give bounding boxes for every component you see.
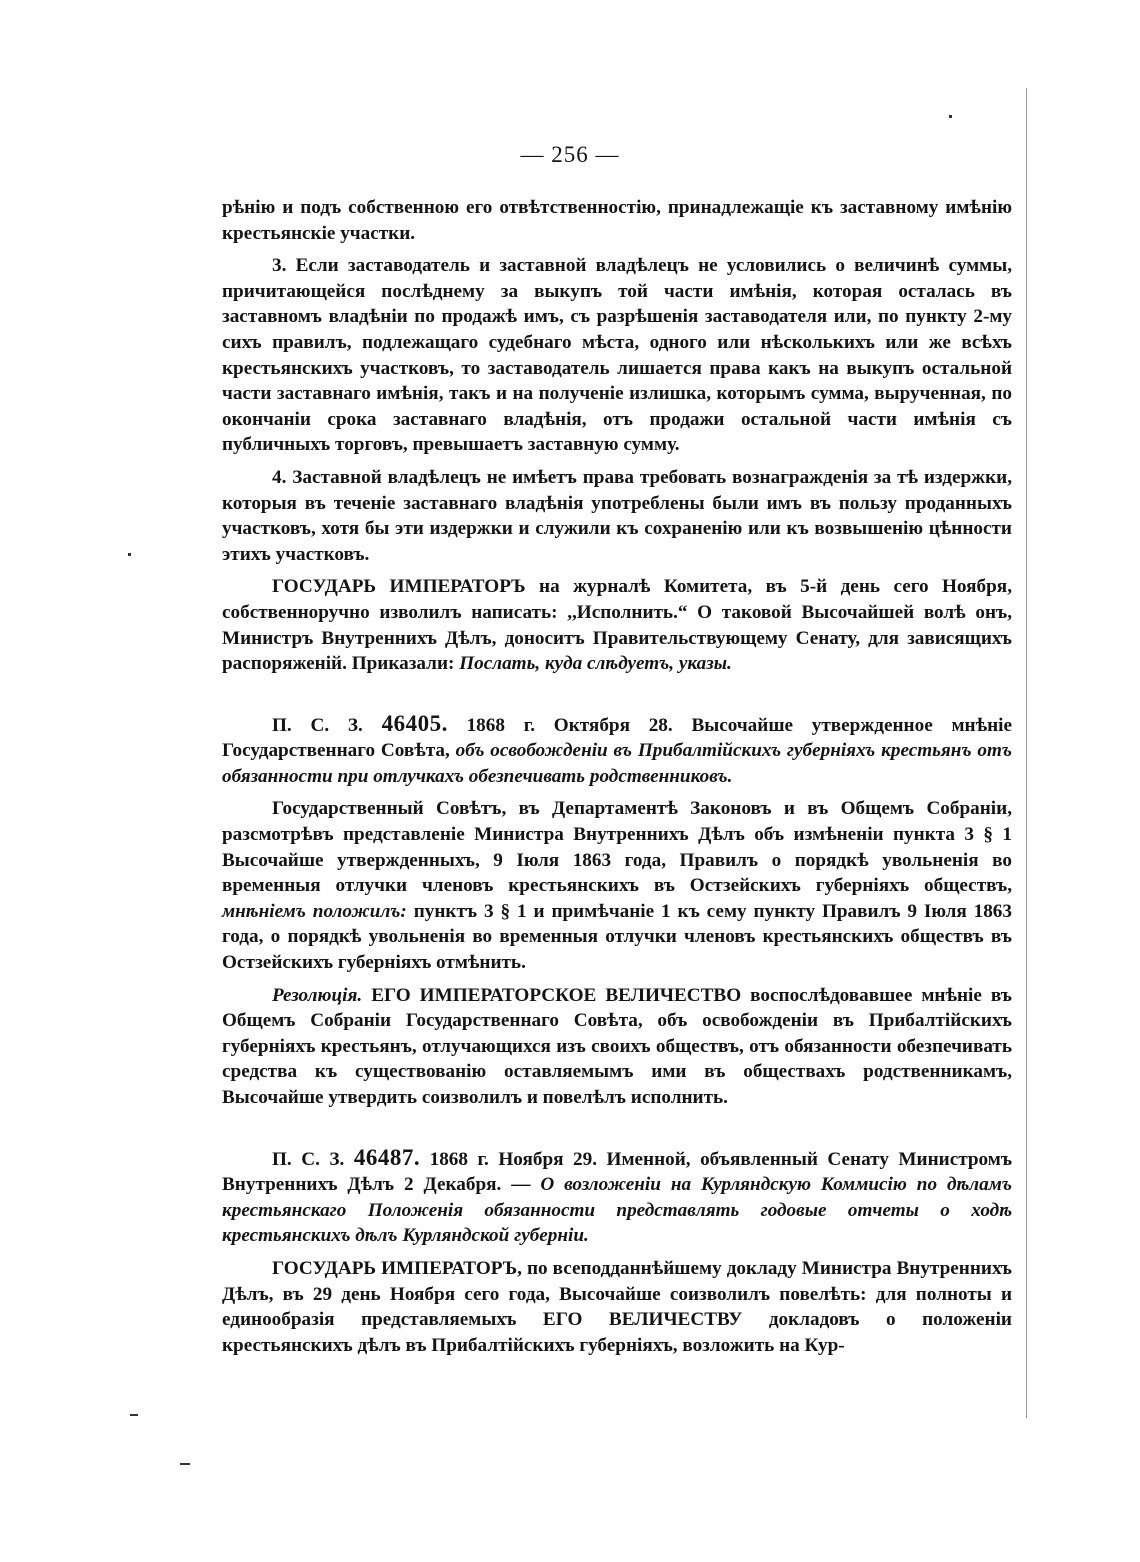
page-number: — 256 —: [520, 142, 620, 167]
section-date: 1868 г. Ноября 29.: [429, 1148, 597, 1170]
section-subject: О возложеніи на Курляндскую Коммисію по дѣламъ крестьянскаго Положенія обязанности представлять годовые отчеты о ходѣ крестьянскихъ дѣлъ Курляндской губерніи.: [222, 1174, 1012, 1247]
section-kind: Именной, объявленный Сенату Министромъ Внутреннихъ Дѣлъ 2 Декабря. —: [222, 1148, 1013, 1196]
page-text: [222, 195, 1012, 1358]
section-number: 46487.: [353, 1144, 421, 1170]
section-number: 46405.: [381, 710, 448, 736]
resolution-text: ЕГО ИМПЕРАТОРСКОЕ ВЕЛИЧЕСТВО воспослѣдовавшее мнѣніе въ Общемъ Собраніи Государственнаго Совѣта, объ освобожденіи въ Прибалтійскихъ губерніяхъ крестьянъ, отлучающихся изъ своихъ обществъ, отъ обязанности обезпечивать средства къ существованію оставляемымъ ими въ обществахъ родственникамъ, Высочайше утвердить соизволилъ и повелѣлъ исполнить.: [222, 984, 1012, 1108]
rule-paragraph-3: 3. Если заставодатель и заставной владѣлецъ не условились о величинѣ суммы, причитающейся послѣднему за выкупъ той части имѣнія, которая осталась въ заставномъ владѣніи по продажѣ имъ, съ разрѣшенія заставодателя или, по пункту 2-му сихъ правилъ, подлежащаго судебнаго мѣста, одного или нѣсколькихъ или же всѣхъ крестьянскихъ участковъ, то заставодатель лишается права какъ на выкупъ остальной части заставнаго имѣнія, такъ и на полученіе излишка, которымъ сумма, вырученная, по окончаніи срока заставнаго владѣнія, отъ продажи остальной части имѣнія съ публичныхъ торговъ, превышаетъ заставную сумму.: [222, 255, 1012, 456]
section-date: 1868 г. Октября 28.: [466, 714, 673, 736]
scan-speck: [130, 1414, 138, 1416]
page-edge-line: [1026, 88, 1027, 1418]
section-kind: Высочайше утвержденное мнѣніе Государственнаго Совѣта,: [222, 714, 1012, 762]
section-subject: объ освобожденіи въ Прибалтійскихъ губерніяхъ крестьянъ отъ обязанности при отлучкахъ обезпечивать родственниковъ.: [222, 740, 1013, 787]
imperial-paragraph: [222, 574, 1012, 676]
section-body-46405: [222, 796, 1012, 975]
imperial-text: ГОСУДАРЬ ИМПЕРАТОРЪ на журналѣ Комитета, въ 5-й день сего Ноября, собственноручно изволилъ написать: ,,Исполнить.“ О таковой Высочайшей волѣ онъ, Министръ Внутреннихъ Дѣлъ, доноситъ Правительствующему Сенату, для зависящихъ распоряженій. Приказали:: [222, 576, 1012, 675]
body-text: Государственный Совѣтъ, въ Департаментѣ Законовъ и въ Общемъ Собраніи, разсмотрѣвъ представленіе Министра Внутреннихъ Дѣлъ объ измѣненіи пункта 3 § 1 Высочайше утвержденныхъ, 9 Іюля 1863 года, Правилъ о порядкѣ увольненія во временныя отлучки членовъ крестьянскихъ въ Остзейскихъ губерніяхъ обществъ,: [222, 798, 1012, 897]
rule-paragraph-4: 4. Заставной владѣлецъ не имѣетъ права требовать вознагражденія за тѣ издержки, которыя въ теченіе заставнаго владѣнія употреблены были имъ въ пользу проданныхъ участковъ, хотя бы эти издержки и служили къ сохраненію или къ возвышенію цѣнности этихъ участковъ.: [222, 466, 1012, 565]
section-resolution-46405: [222, 983, 1012, 1111]
scan-speck: [128, 553, 131, 556]
scan-speck: [180, 1463, 190, 1465]
section-heading-46487: [222, 1145, 1012, 1249]
resolution-label: Резолюція.: [272, 984, 363, 1006]
section-prefix: П. С. З.: [272, 1148, 345, 1170]
continuation-paragraph: рѣнію и подъ собственною его отвѣтственностію, принадлежащіе къ заставному имѣнію крестьянскіе участки.: [222, 197, 1012, 244]
imperial-ordered: Послать, куда слѣдуетъ, указы.: [459, 653, 732, 675]
body-tail: пунктъ 3 § 1 и примѣчаніе 1 къ сему пункту Правилъ 9 Іюля 1863 года, о порядкѣ увольненія во временныя отлучки членовъ крестьянскихъ обществъ въ Остзейскихъ губерніяхъ отмѣнить.: [222, 900, 1012, 974]
body-italic: мнѣніемъ положилъ:: [222, 900, 407, 922]
section-heading-46405: [222, 711, 1012, 790]
section-body-46487: ГОСУДАРЬ ИМПЕРАТОРЪ, по всеподданнѣйшему докладу Министра Внутреннихъ Дѣлъ, въ 29 день Ноября сего года, Высочайше соизволилъ повелѣть: для полноты и единообразія представляемыхъ ЕГО ВЕЛИЧЕСТВУ докладовъ о положеніи крестьянскихъ дѣлъ въ Прибалтійскихъ губерніяхъ, возложить на Кур-: [222, 1257, 1012, 1356]
scan-speck: [949, 115, 952, 118]
section-prefix: П. С. З.: [272, 714, 363, 736]
